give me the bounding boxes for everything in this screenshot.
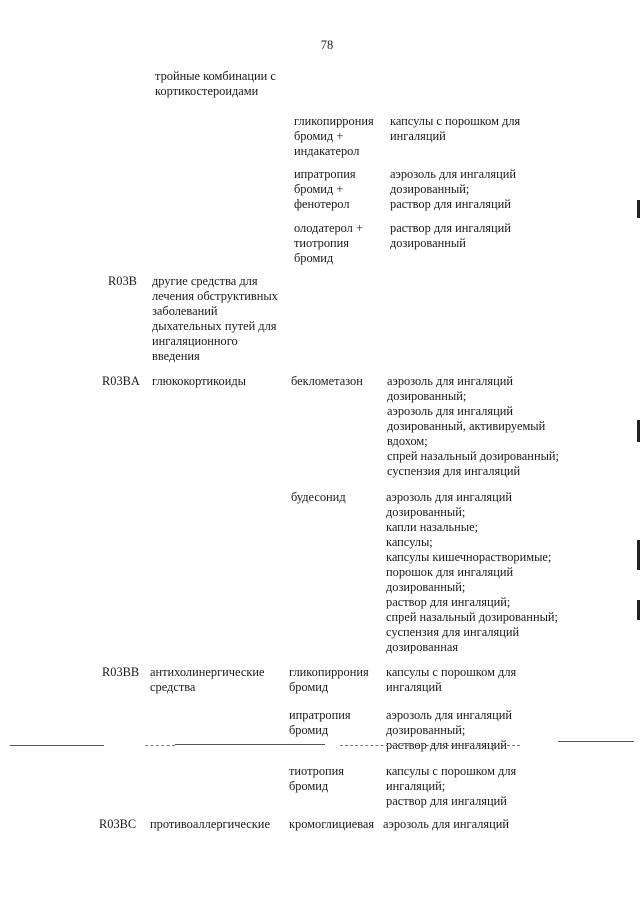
dosage-form: раствор для ингаляций дозированный xyxy=(390,221,511,250)
dosage-form: аэрозоль для ингаляций дозированный; раствор для ингаляций xyxy=(390,167,517,211)
page-break-line xyxy=(175,744,325,745)
dosage-form: аэрозоль для ингаляций дозированный; аэрозоль для ингаляций дозированный, активируемый вдохом; спрей назальный дозированный; суспензия для ингаляций xyxy=(387,374,559,478)
group-name: глюкокортикоиды xyxy=(152,374,246,388)
drug-name: беклометазон xyxy=(291,374,363,388)
group-name: тройные комбинации с кортикостероидами xyxy=(155,69,276,98)
group-name: другие средства для лечения обструктивных заболеваний дыхательных путей для ингаляционного введения xyxy=(152,274,278,363)
page-break-line xyxy=(145,745,175,746)
dosage-form: капсулы с порошком для ингаляций xyxy=(386,665,517,694)
atc-code: R03BB xyxy=(102,665,140,679)
dosage-form: капсулы с порошком для ингаляций; раствор для ингаляций xyxy=(386,764,517,808)
dosage-form: аэрозоль для ингаляций дозированный; капли назальные; капсулы; капсулы кишечнорастворимые; порошок для ингаляций дозированный; раствор для ингаляций; спрей назальный дозированный; суспензия для ингаляций дозированная xyxy=(386,490,558,654)
drug-name: будесонид xyxy=(291,490,346,504)
atc-code: R03BC xyxy=(99,817,137,831)
page-break-line xyxy=(340,745,520,746)
page-break-line xyxy=(10,745,104,746)
dosage-form: аэрозоль для ингаляций дозированный; раствор для ингаляций xyxy=(386,708,513,752)
dosage-form: капсулы с порошком для ингаляций xyxy=(390,114,521,143)
group-name: противоаллергические xyxy=(150,817,270,831)
atc-code: R03BA xyxy=(102,374,140,388)
drug-name: олодатерол + тиотропия бромид xyxy=(294,221,363,265)
drug-name: ипратропия бромид xyxy=(289,708,351,737)
drug-name: тиотропия бромид xyxy=(289,764,344,793)
page-number: 78 xyxy=(320,38,334,52)
drug-name: кромоглициевая xyxy=(289,817,375,831)
dosage-form: аэрозоль для ингаляций xyxy=(383,817,510,831)
drug-name: гликопиррония бромид + индакатерол xyxy=(294,114,374,158)
drug-name: ипратропия бромид + фенотерол xyxy=(294,167,356,211)
group-name: антихолинергические средства xyxy=(150,665,265,694)
atc-code: R03B xyxy=(108,274,137,288)
drug-name: гликопиррония бромид xyxy=(289,665,369,694)
page-break-line xyxy=(558,741,634,742)
